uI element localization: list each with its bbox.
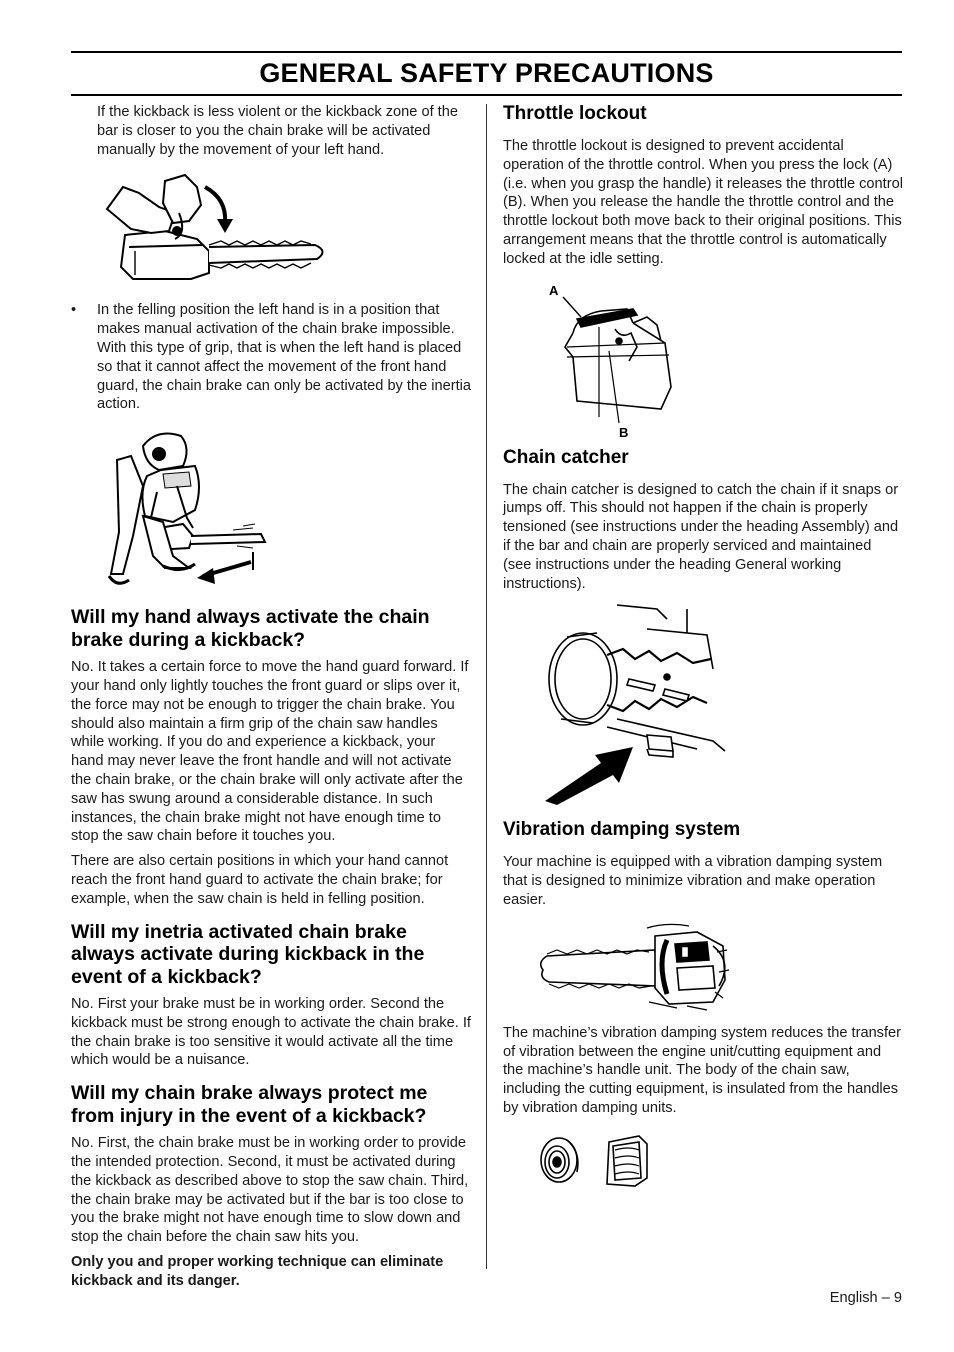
right-column bbox=[503, 103, 903, 1192]
vibration-heading: Vibration damping system bbox=[503, 819, 741, 841]
damping-units-illustration bbox=[537, 1132, 667, 1192]
bullet-mark: • bbox=[71, 302, 77, 319]
felling-position-illustration bbox=[103, 426, 323, 594]
vibration-paragraph-1: Your machine is equipped with a vibration damping system that is designed to minimize vibration and make operation easier. bbox=[503, 854, 883, 908]
catcher-heading: Chain catcher bbox=[503, 446, 629, 468]
felling-position-bullet bbox=[71, 301, 471, 414]
q3-heading: Will my chain brake always protect me from injury in the event of a kickback? bbox=[71, 1082, 428, 1127]
q2-heading: Will my inetria activated chain brake always activate during kickback in the event of a kickback? bbox=[71, 920, 425, 988]
hand-brake-illustration bbox=[105, 173, 345, 291]
q3-bold-note: Only you and proper working technique can eliminate kickback and its danger. bbox=[71, 1254, 444, 1289]
q1-paragraph-2: There are also certain positions in which your hand cannot reach the front hand guard to activate the chain brake; for example, when the saw chain is held in felling position. bbox=[71, 853, 449, 907]
q1-paragraph-1: No. It takes a certain force to move the hand guard forward. If your hand only lightly touches the front guard or slips over it, the force may not be enough to trigger the chain brake. You should also maintain a firm grip of the chain saw handles while working. If you do and experience a kickback, your hand may never leave the front handle and will not activate the chain brake, or the chain brake will only activate after the saw has swung around a considerable distance. In such instances, the chain brake might not have enough time to stop the saw chain before it touches you. bbox=[71, 659, 469, 845]
throttle-lockout-illustration bbox=[537, 277, 717, 443]
vibration-chainsaw-illustration bbox=[537, 922, 737, 1014]
header-rule-bottom bbox=[71, 94, 902, 96]
throttle-paragraph: The throttle lockout is designed to prevent accidental operation of the throttle control. When you press the lock (A) (i.e. when you grasp the handle) it releases the throttle control (B). When you release the handle the throttle control and the throttle lockout both move back to their original positions. This arrangement means that the throttle control is automatically locked at the idle setting. bbox=[503, 138, 903, 267]
left-column bbox=[71, 103, 471, 1297]
label-b: B bbox=[619, 424, 629, 440]
page-title: GENERAL SAFETY PRECAUTIONS bbox=[259, 58, 714, 88]
catcher-paragraph: The chain catcher is designed to catch the chain if it snaps or jumps off. This should not happen if the chain is properly tensioned (see instructions under the heading Assembly) and if the bar and chain are properly serviced and maintained (see instructions under the heading General working instructions). bbox=[503, 481, 899, 592]
label-a: A bbox=[549, 282, 559, 298]
throttle-heading: Throttle lockout bbox=[503, 103, 647, 124]
column-divider bbox=[486, 104, 487, 1269]
q1-heading: Will my hand always activate the chain brake during a kickback? bbox=[71, 606, 430, 651]
header-rule-top bbox=[71, 51, 902, 53]
page-footer: English – 9 bbox=[829, 1290, 902, 1306]
q3-paragraph-1: No. First, the chain brake must be in working order to provide the intended protection. Second, it must be activated during the kickback as described above to stop the saw chain. Third, the chain brake may be activated but if the bar is too close to you the brake might not have enough time to slow down and stop the chain before the chain saw hits you. bbox=[71, 1135, 469, 1246]
intro-paragraph: If the kickback is less violent or the kickback zone of the bar is closer to you the chain brake will be activated manually by the movement of your left hand. bbox=[97, 104, 458, 158]
chain-catcher-illustration bbox=[537, 599, 737, 805]
bullet-text: In the felling position the left hand is in a position that makes manual activation of the chain brake impossible. With this type of grip, that is when the left hand is placed so that it cannot affect the movement of the front hand guard, the chain brake can only be activated by the inertia action. bbox=[97, 302, 472, 413]
q2-paragraph-1: No. First your brake must be in working order. Second the kickback must be strong enough to activate the chain brake. If the chain brake is too sensitive it would activate all the time which would be a nuisance. bbox=[71, 996, 471, 1069]
vibration-paragraph-2: The machine’s vibration damping system reduces the transfer of vibration between the engine unit/cutting equipment and the machine’s handle unit. The body of the chain saw, including the cutting equipment, is insulated from the handles by vibration damping units. bbox=[503, 1024, 902, 1116]
